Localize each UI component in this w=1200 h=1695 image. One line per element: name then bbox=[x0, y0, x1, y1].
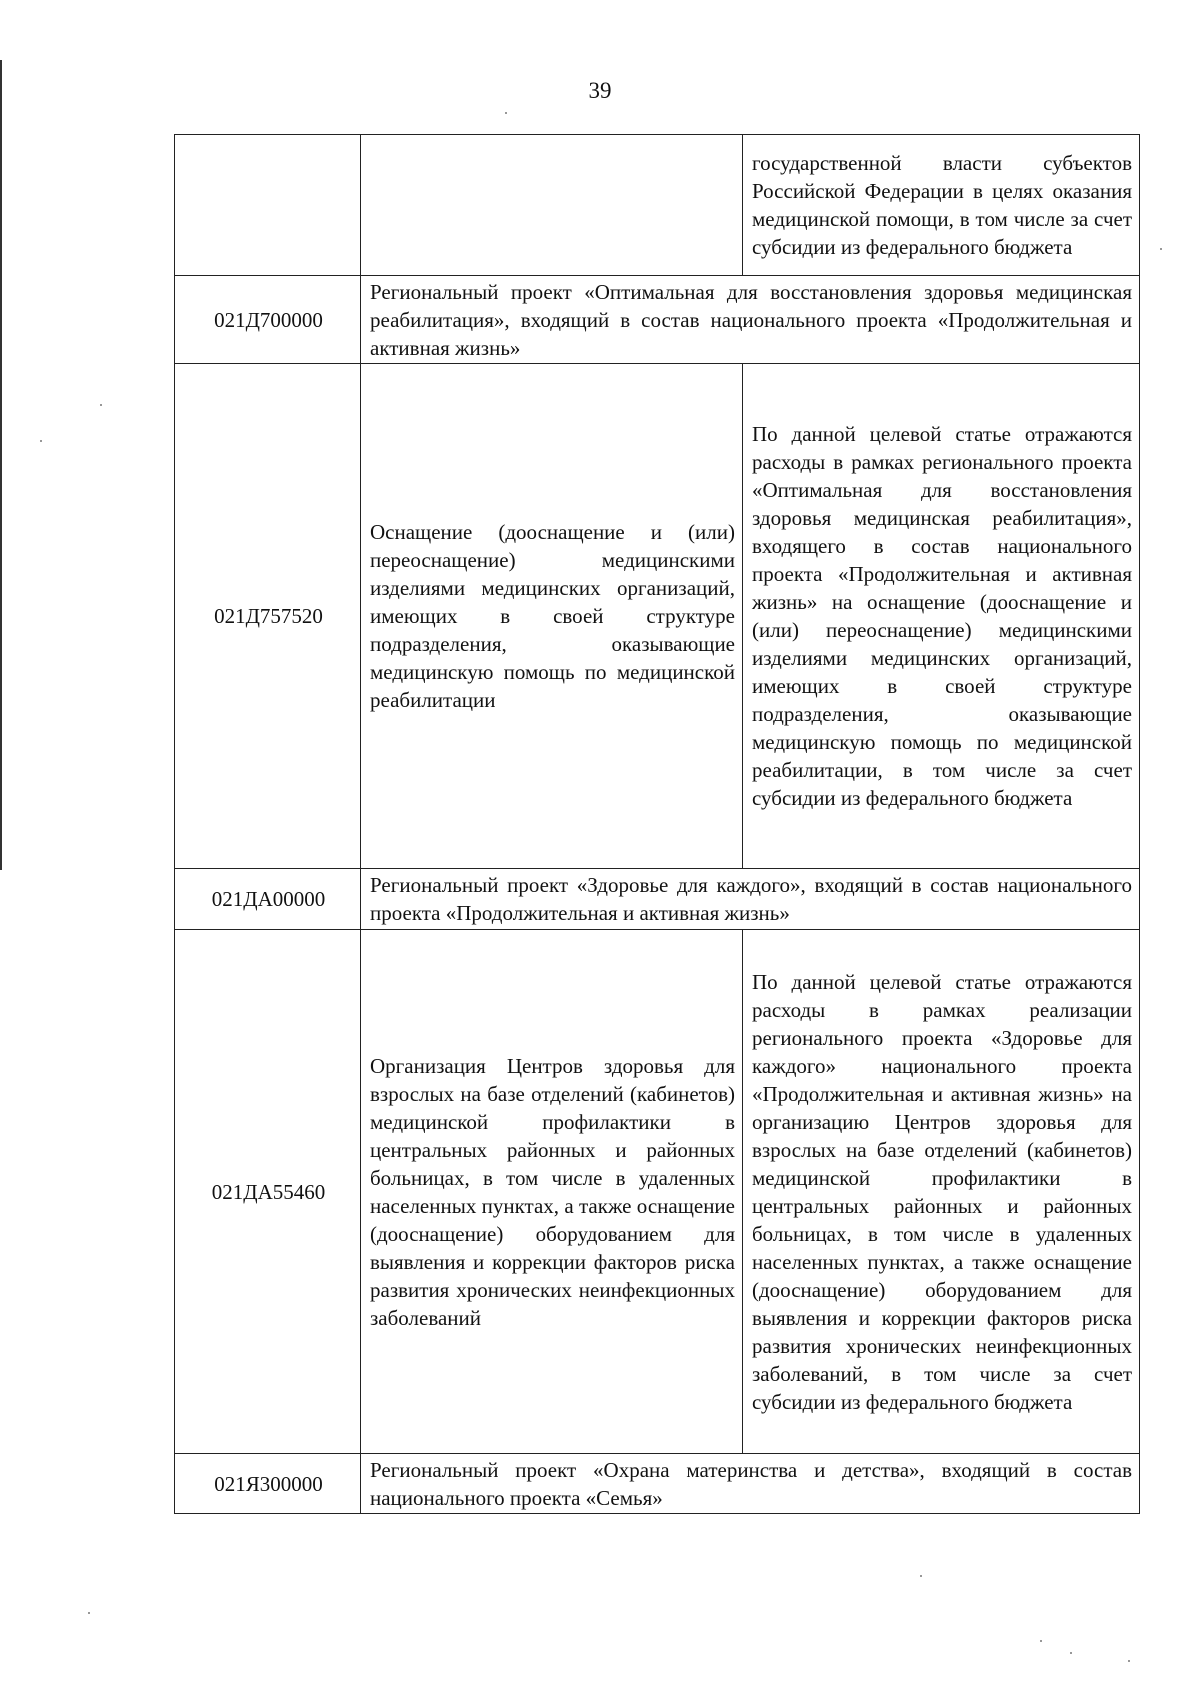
table-row bbox=[175, 276, 1140, 364]
scan-speck bbox=[40, 440, 42, 442]
description-cell: По данной целевой статье отражаются расходы в рамках реализации регионального проекта «Здоровье для каждого» национального проекта «Продолжительная и активная жизнь» на организацию Центров здоровья для взрослых на базе отделений (кабинетов) медицинской профилактики в центральных районных и районных больницах, в том числе в удаленных населенных пунктах, а также оснащение (дооснащение) оборудованием для выявления и коррекции факторов риска развития хронических неинфекционных заболеваний, в том числе за счет субсидии из федерального бюджета bbox=[743, 930, 1140, 1454]
code-cell: 021ДА00000 bbox=[175, 869, 361, 930]
code-cell: 021Д700000 bbox=[175, 276, 361, 364]
table-row bbox=[175, 1454, 1140, 1514]
scan-speck bbox=[505, 112, 507, 114]
scan-speck bbox=[1070, 1652, 1072, 1654]
scan-edge-mark bbox=[0, 60, 2, 870]
scan-speck bbox=[88, 1612, 90, 1614]
project-cell: Региональный проект «Охрана материнства и детства», входящий в состав национального проекта «Семья» bbox=[361, 1454, 1140, 1514]
name-cell: Оснащение (дооснащение и (или) переоснащение) медицинскими изделиями медицинских организаций, имеющих в своей структуре подразделения, оказывающие медицинскую помощь по медицинской реабилитации bbox=[361, 364, 743, 869]
scan-speck bbox=[1128, 1660, 1130, 1662]
table-row bbox=[175, 364, 1140, 869]
table-row bbox=[175, 135, 1140, 276]
project-cell: Региональный проект «Оптимальная для восстановления здоровья медицинская реабилитация», входящий в состав национального проекта «Продолжительная и активная жизнь» bbox=[361, 276, 1140, 364]
description-cell: государственной власти субъектов Российской Федерации в целях оказания медицинской помощи, в том числе за счет субсидии из федерального бюджета bbox=[743, 135, 1140, 276]
project-cell: Региональный проект «Здоровье для каждого», входящий в состав национального проекта «Продолжительная и активная жизнь» bbox=[361, 869, 1140, 930]
name-cell: Организация Центров здоровья для взрослых на базе отделений (кабинетов) медицинской профилактики в центральных районных и районных больницах, в том числе в удаленных населенных пунктах, а также оснащение (дооснащение) оборудованием для выявления и коррекции факторов риска развития хронических неинфекционных заболеваний bbox=[361, 930, 743, 1454]
code-cell: 021ДА55460 bbox=[175, 930, 361, 1454]
scan-speck bbox=[1160, 248, 1162, 250]
table-row bbox=[175, 930, 1140, 1454]
description-cell: По данной целевой статье отражаются расходы в рамках регионального проекта «Оптимальная для восстановления здоровья медицинская реабилитация», входящего в состав национального проекта «Продолжительная и активная жизнь» на оснащение (дооснащение и (или) переоснащение) медицинскими изделиями медицинских организаций, имеющих в своей структуре подразделения, оказывающие медицинскую помощь по медицинской реабилитации, в том числе за счет субсидии из федерального бюджета bbox=[743, 364, 1140, 869]
scan-speck bbox=[920, 1575, 922, 1577]
scan-speck bbox=[100, 404, 102, 406]
table-row bbox=[175, 869, 1140, 930]
code-cell: 021Я300000 bbox=[175, 1454, 361, 1514]
budget-classification-table bbox=[174, 134, 1140, 1514]
page-number: 39 bbox=[588, 78, 612, 103]
code-cell bbox=[175, 135, 361, 276]
name-cell bbox=[361, 135, 743, 276]
scan-speck bbox=[1040, 1640, 1042, 1642]
code-cell: 021Д757520 bbox=[175, 364, 361, 869]
